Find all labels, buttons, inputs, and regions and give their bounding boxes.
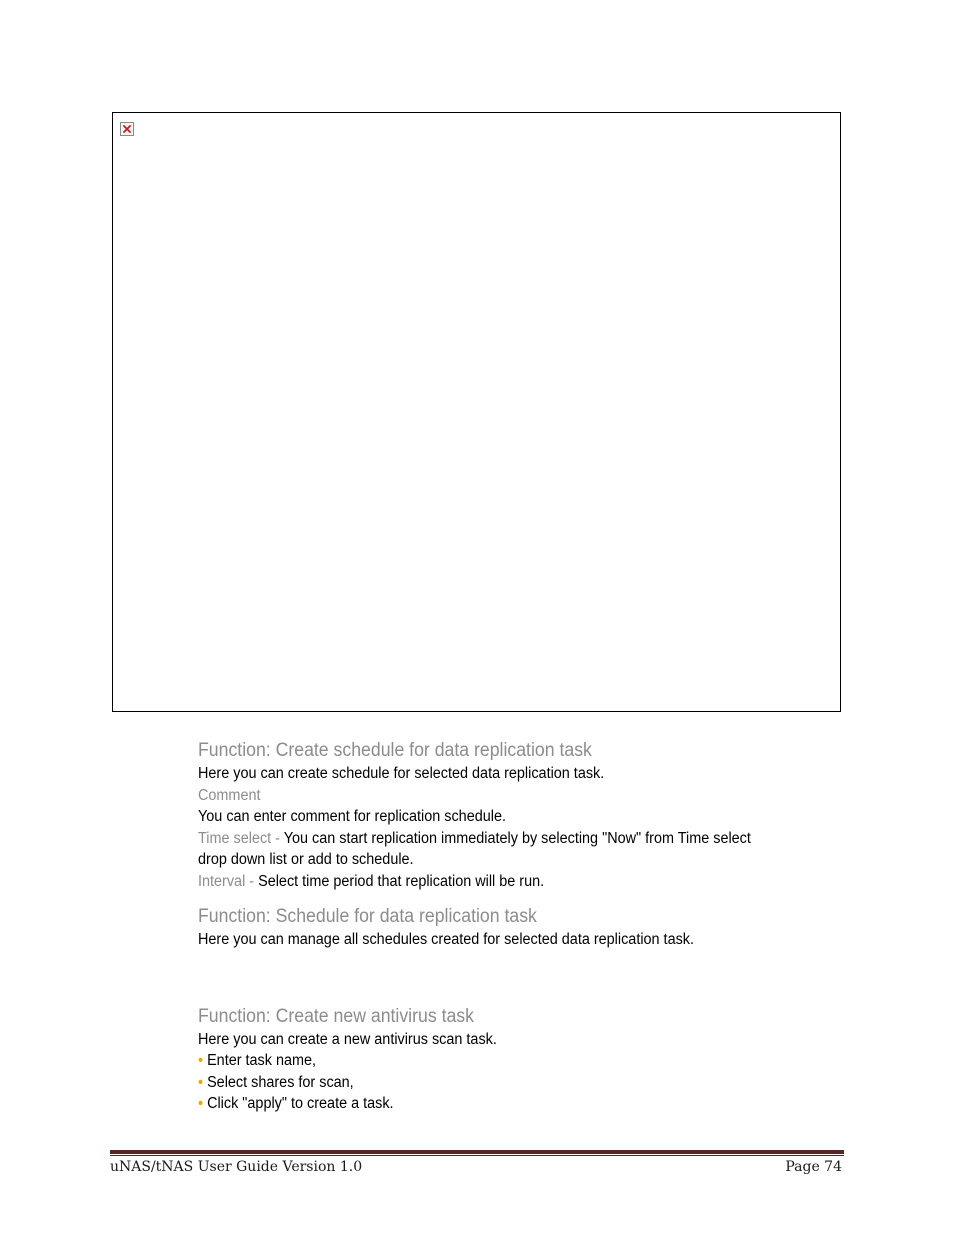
bullet-icon: • <box>198 1052 204 1069</box>
section-heading-antivirus: Function: Create new antivirus task <box>198 1005 474 1027</box>
time-select-row <box>198 828 793 850</box>
document-body <box>198 739 793 1115</box>
footer-document-title: uNAS/tNAS User Guide Version 1.0 <box>110 1159 363 1175</box>
time-select-description: You can start replication immediately by selecting "Now" from Time select <box>283 829 751 847</box>
section-heading-schedule: Function: Schedule for data replication task <box>198 906 537 927</box>
interval-label: Interval - <box>198 872 259 890</box>
list-item <box>198 1093 793 1115</box>
list-item-text: Click "apply" to create a task. <box>207 1095 394 1112</box>
broken-image-icon <box>120 122 134 136</box>
comment-label: Comment <box>198 786 261 804</box>
bullet-icon: • <box>198 1095 204 1112</box>
interval-row <box>198 871 793 893</box>
list-item <box>198 1072 793 1094</box>
interval-description: Select time period that replication will be run. <box>258 872 545 890</box>
list-item <box>198 1050 793 1072</box>
section-intro: Here you can create a new antivirus scan task. <box>198 1030 497 1048</box>
bullet-icon: • <box>198 1073 204 1091</box>
section-intro: Here you can manage all schedules created for selected data replication task. <box>198 931 695 948</box>
footer-page-number: Page 74 <box>785 1159 842 1175</box>
section-heading-create-schedule: Function: Create schedule for data replication task <box>198 740 592 761</box>
time-select-label: Time select - <box>198 829 284 847</box>
missing-screenshot-frame <box>112 112 841 712</box>
comment-description: You can enter comment for replication schedule. <box>198 808 506 825</box>
list-item-text: Select shares for scan, <box>207 1073 354 1091</box>
time-select-description-continued: drop down list or add to schedule. <box>198 851 414 868</box>
section-intro: Here you can create schedule for selected data replication task. <box>198 765 605 782</box>
list-item-text: Enter task name, <box>207 1052 317 1069</box>
footer-divider <box>110 1150 844 1154</box>
